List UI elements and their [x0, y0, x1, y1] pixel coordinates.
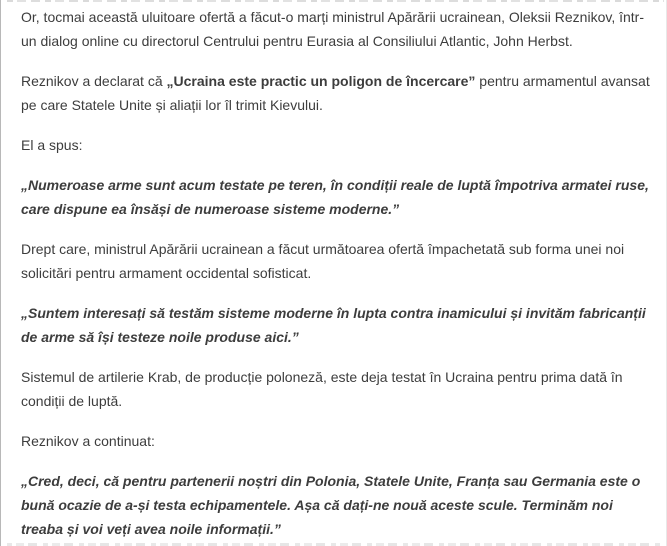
quote-numeroase-arme: „Numeroase arme sunt acum testate pe teren, în condiții reale de luptă împotriva armatei ruse, care dispune ea însăși de numeroase sisteme moderne.” — [21, 177, 649, 217]
statement-text-after: pentru armamentul avansat pe care Statele Unite și aliații lor îl trimit Kievului. — [21, 73, 650, 113]
statement-text-before: Reznikov a declarat că — [21, 73, 167, 89]
paragraph-drept-care: Drept care, ministrul Apărării ucrainean a făcut următoarea ofertă împachetată sub forma unei noi solicitări pentru armament occidental sofisticat. — [21, 241, 625, 281]
article-body — [1, 0, 666, 541]
paragraph-reznikov-statement — [21, 69, 651, 117]
paragraph-krab: Sistemul de artilerie Krab, de producție poloneză, este deja testat în Ucraina pentru prima dată în condiții de luptă. — [21, 369, 623, 409]
quote-cred-deci: „Cred, deci, că pentru partenerii noștri din Polonia, Statele Unite, Franța sau Germania este o bună ocazie de a-și testa echipamentele. Așa că dați-ne nouă aceste scule. Terminăm noi treaba și voi veți avea noile informații.” — [21, 473, 641, 537]
paragraph-offer-intro: Or, tocmai această uluitoare ofertă a făcut-o marți ministrul Apărării ucrainean, Oleksii Reznikov, într-un dialog online cu directorul Centrului pentru Eurasia al Consiliului Atlantic, John Herbst. — [21, 9, 644, 49]
paragraph-reznikov-a-continuat: Reznikov a continuat: — [21, 433, 155, 449]
paragraph-el-a-spus: El a spus: — [21, 137, 83, 153]
statement-quote-bold: „Ucraina este practic un poligon de încercare” — [166, 73, 476, 89]
quote-suntem-interesati: „Suntem interesați să testăm sisteme moderne în lupta contra inamicului și invităm fabricanții de arme să își testeze noile produse aici.” — [21, 305, 646, 345]
